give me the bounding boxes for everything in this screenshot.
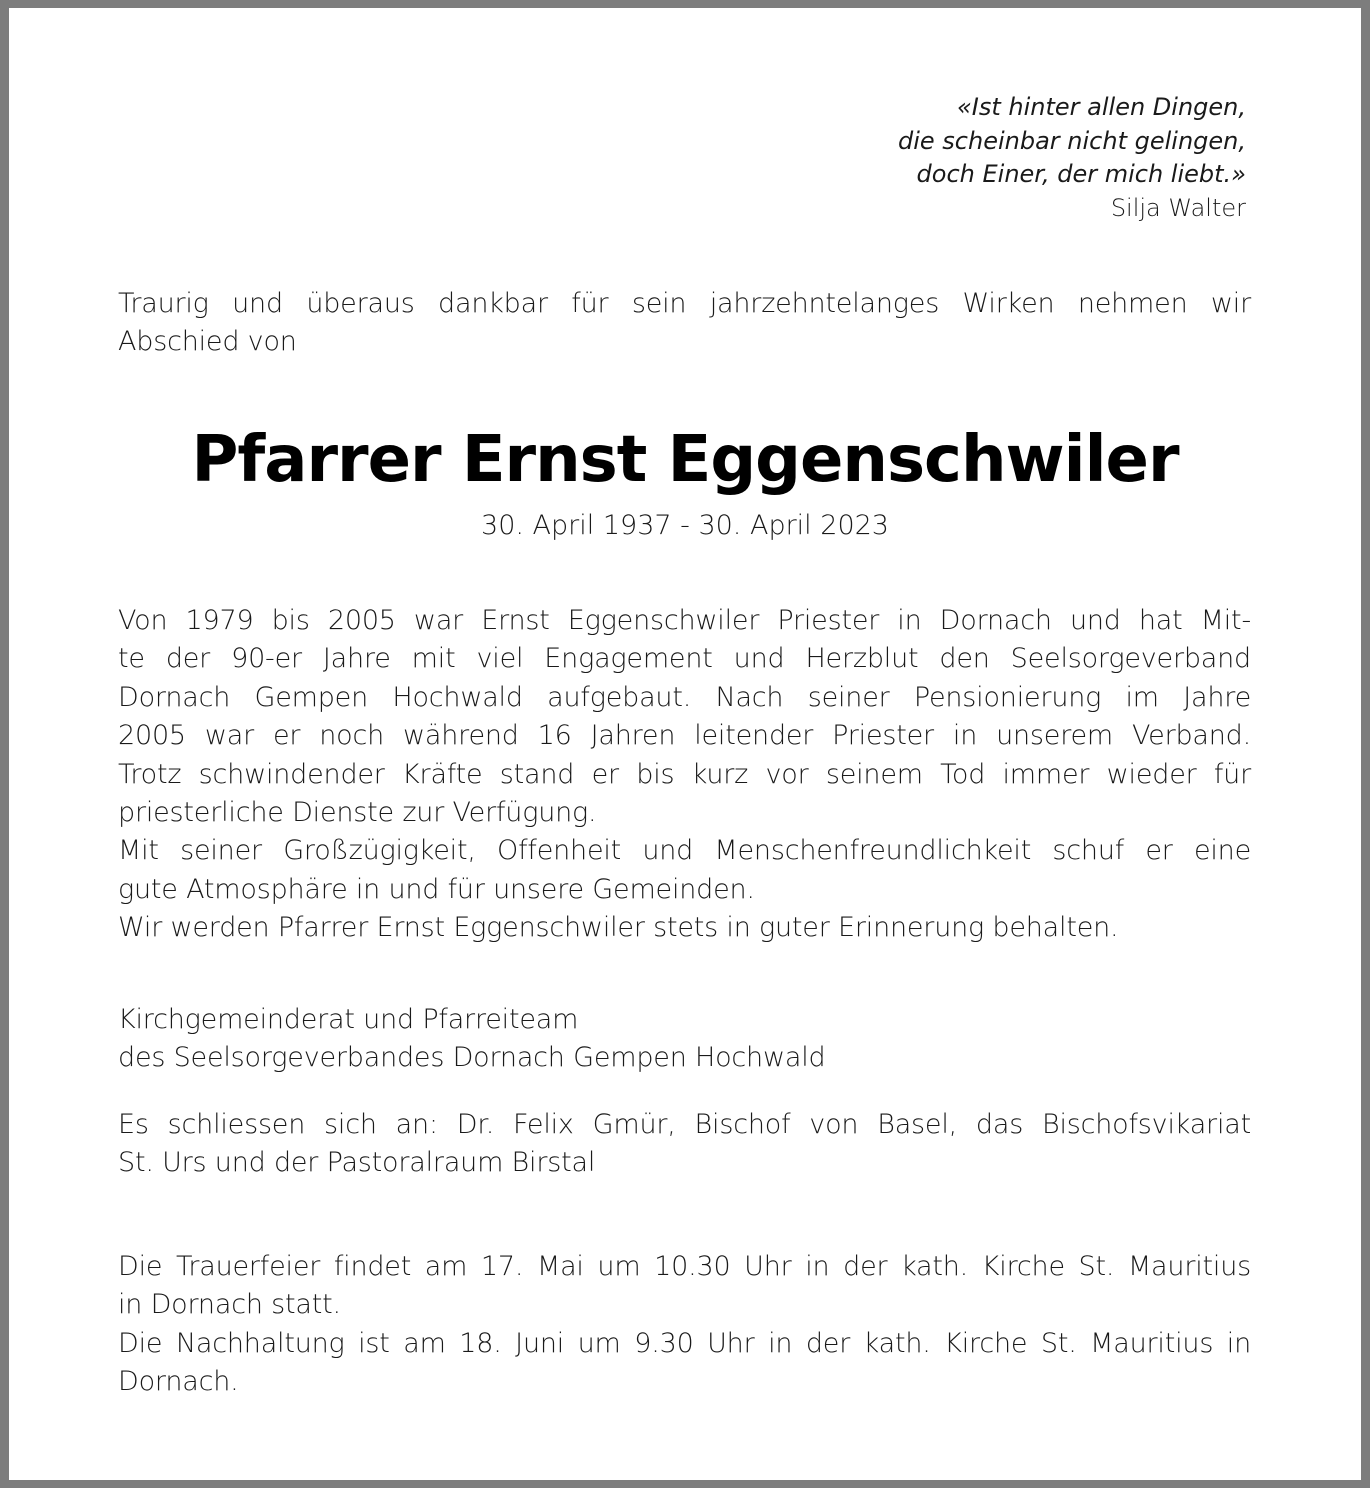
body-line: priesterliche Dienste zur Verfügung. [118, 797, 597, 829]
signature-line: Kirchgemeinderat und Pfarreiteam [118, 1004, 579, 1035]
deceased-name: Pfarrer Ernst Eggenschwiler [191, 423, 1179, 497]
condolences-text [118, 1106, 1251, 1183]
obituary-page [9, 8, 1361, 1480]
quote-line: «Ist hinter allen Dingen, [956, 93, 1246, 121]
body-line: Wir werden Pfarrer Ernst Eggenschwiler stets in guter Erinnerung behalten. [118, 912, 1119, 944]
body-line: 2005 war er noch während 16 Jahren leitender Priester in unserem Verband. [118, 720, 1251, 752]
body-line: Von 1979 bis 2005 war Ernst Eggenschwiler Priester in Dornach und hat Mit- [118, 605, 1251, 636]
body-line: Mit seiner Großzügigkeit, Offenheit und Menschenfreundlichkeit schuf er eine [118, 835, 1251, 867]
intro-line: Traurig und überaus dankbar für sein jahrzehntelanges Wirken nehmen wir [118, 288, 1251, 319]
service-line: Die Trauerfeier findet am 17. Mai um 10.30 Uhr in der kath. Kirche St. Mauritius [118, 1251, 1251, 1282]
quote-author: Silja Walter [1110, 193, 1246, 222]
quote-line: doch Einer, der mich liebt.» [916, 160, 1246, 188]
signature-text [118, 1001, 1251, 1078]
life-dates: 30. April 1937 - 30. April 2023 [481, 510, 889, 541]
service-line: in Dornach statt. [118, 1289, 341, 1321]
service-line: Dornach. [118, 1366, 239, 1398]
quote-line: die scheinbar nicht gelingen, [898, 126, 1246, 155]
body-line: gute Atmosphäre in und für unsere Gemeinden. [118, 873, 755, 905]
service-text [118, 1248, 1251, 1402]
body-text [118, 602, 1251, 948]
condolences-line: St. Urs und der Pastoralraum Birstal [118, 1147, 596, 1179]
service-line: Die Nachhaltung ist am 18. Juni um 9.30 Uhr in der kath. Kirche St. Mauritius in [118, 1327, 1251, 1359]
condolences-line: Es schliessen sich an: Dr. Felix Gmür, Bischof von Basel, das Bischofsvikariat [118, 1109, 1251, 1140]
intro-line: Abschied von [118, 326, 297, 358]
body-line: Trotz schwindender Kräfte stand er bis kurz vor seinem Tod immer wieder für [118, 758, 1251, 790]
quote-block [898, 91, 1246, 225]
body-line: Dornach Gempen Hochwald aufgebaut. Nach seiner Pensionierung im Jahre [118, 681, 1251, 713]
intro-text [118, 285, 1251, 362]
body-line: te der 90-er Jahre mit viel Engagement und Herzblut den Seelsorgeverband [118, 643, 1251, 675]
signature-line: des Seelsorgeverbandes Dornach Gempen Hochwald [118, 1042, 826, 1074]
